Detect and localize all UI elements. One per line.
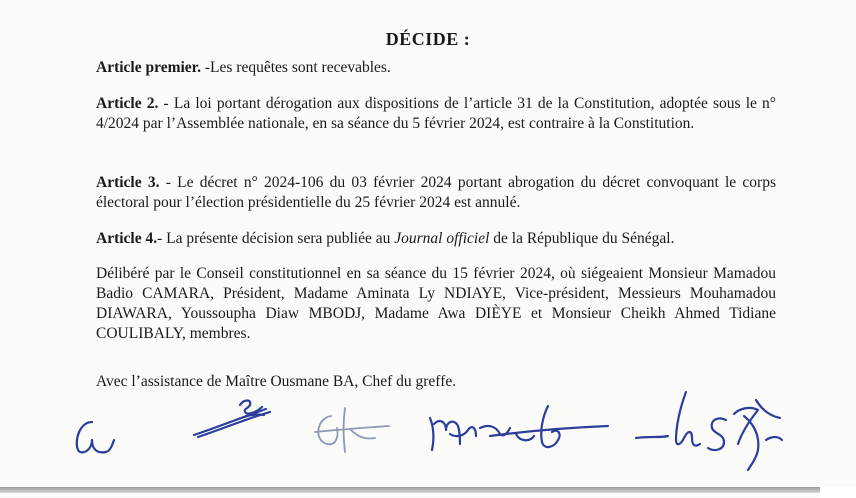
- article-4-text-before: - La présente décision sera publiée au: [157, 230, 395, 247]
- article-1-label: Article premier.: [96, 59, 202, 76]
- article-3: [96, 173, 776, 213]
- page-bottom-edge: [0, 487, 820, 493]
- decision-heading: DÉCIDE :: [385, 29, 471, 49]
- page-corner: [820, 487, 856, 498]
- article-3-label: Article 3.: [96, 174, 160, 191]
- article-1: [96, 58, 776, 78]
- article-4-label: Article 4.: [96, 230, 158, 247]
- article-3-text: - Le décret n° 2024-106 du 03 février 2024 portant abrogation du décret convoquant le corps électoral pour l’élection présidentielle du 25 février 2024 est annulé.: [96, 174, 776, 211]
- signature-5: [630, 380, 795, 480]
- signature-3: [305, 400, 395, 460]
- journal-officiel-italic: Journal officiel: [394, 230, 490, 247]
- signature-4: [420, 398, 615, 460]
- deliberation-paragraph: Délibéré par le Conseil constitutionnel en sa séance du 15 février 2024, où siégeaient Monsieur Mamadou Badio CAMARA, Président, Madame Aminata Ly NDIAYE, Vice-président, Messieurs Mouhamadou DIAWARA, Youssoupha Diaw MBODJ, Madame Awa DIÈYE et Monsieur Cheikh Ahmed Tidiane COULIBALY, membres.: [96, 265, 776, 342]
- article-4: [96, 229, 776, 249]
- article-1-text: -Les requêtes sont recevables.: [201, 59, 391, 76]
- signature-2: [188, 395, 278, 445]
- article-4-text-after: de la République du Sénégal.: [489, 230, 675, 247]
- article-2-text: - La loi portant dérogation aux dispositions de l’article 31 de la Constitution, adoptée sous le n° 4/2024 par l’Assemblée nationale, en sa séance du 5 février 2024, est contraire à la Constitution.: [96, 95, 776, 132]
- assistance-line: Avec l’assistance de Maître Ousmane BA, Chef du greffe.: [96, 373, 457, 390]
- signature-1: [70, 410, 120, 460]
- article-2: [96, 94, 776, 134]
- article-2-label: Article 2.: [96, 95, 159, 112]
